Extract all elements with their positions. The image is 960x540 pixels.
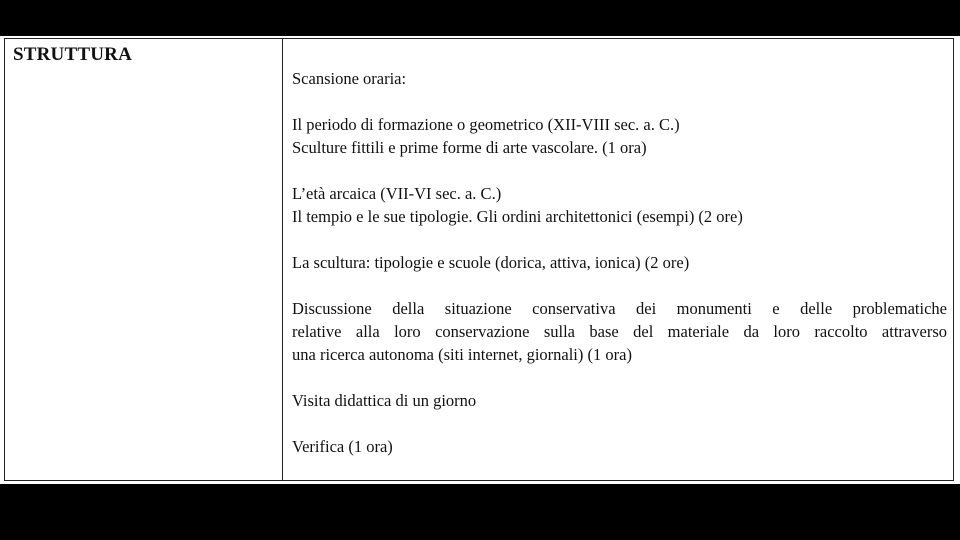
text-line: Il tempio e le sue tipologie. Gli ordini architettonici (esempi) (2 ore) [292,207,743,226]
paragraph-discussion [292,297,947,366]
paragraph-verification [292,435,947,458]
paragraph-geometric-period [292,113,947,159]
text-line: Scansione oraria: [292,69,407,88]
structure-table [4,38,954,481]
paragraph-sculpture [292,251,947,274]
text-line: La scultura: tipologie e scuole (dorica, attiva, ionica) (2 ore) [292,253,690,272]
text-line: Verifica (1 ora) [292,437,393,456]
text-line: Visita didattica di un giorno [292,391,477,410]
text-line: una ricerca autonoma (siti internet, giornali) (1 ora) [292,345,632,364]
paragraph-archaic-age [292,182,947,228]
table-cell-content [283,39,953,480]
table-cell-label [5,39,283,480]
text-line: Sculture fittili e prime forme di arte vascolare. (1 ora) [292,138,647,157]
document-page [0,36,960,484]
text-line: Discussione della situazione conservativa dei monumenti e delle problematiche [292,299,947,318]
paragraph-schedule-title [292,67,947,90]
text-line: Il periodo di formazione o geometrico (XII-VIII sec. a. C.) [292,115,680,134]
text-line: L’età arcaica (VII-VI sec. a. C.) [292,184,502,203]
section-heading: STRUTTURA [13,44,132,65]
text-line: relative alla loro conservazione sulla base del materiale da loro raccolto attraverso [292,322,947,341]
paragraph-visit [292,389,947,412]
